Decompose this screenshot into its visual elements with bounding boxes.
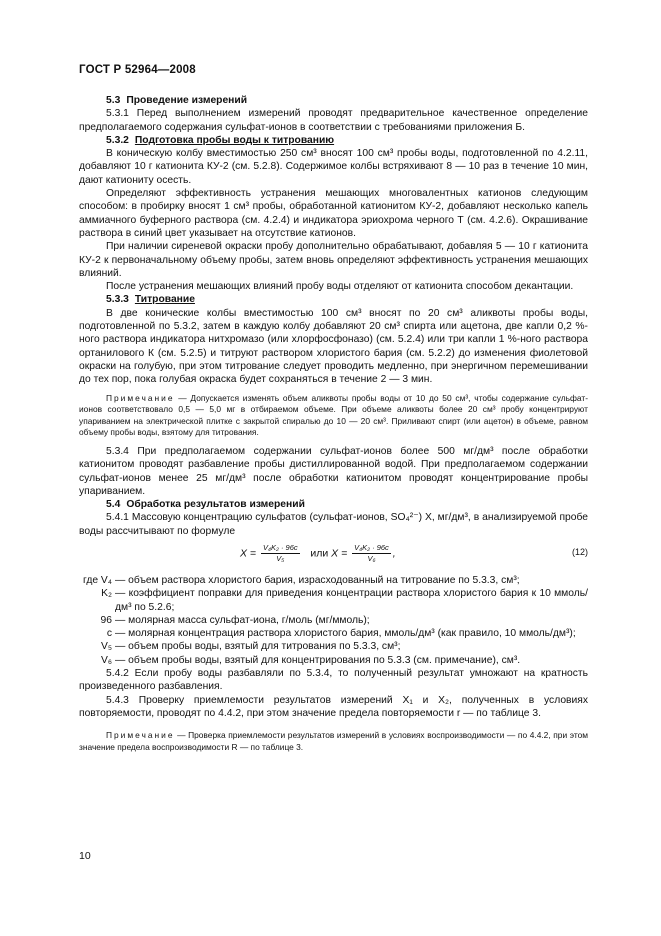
- variable-definitions: [79, 574, 588, 667]
- subsection-heading-5-3-3: 5.3.3 Титрование: [106, 294, 195, 306]
- definition-row: c — молярная концентрация раствора хлористого бария, ммоль/дм³ (как правило, 10 ммоль/дм³);: [106, 628, 576, 640]
- definition-row: где V₄ — объем раствора хлористого бария, израсходованный на титрование по 5.3.3, см³;: [83, 574, 520, 586]
- paragraph-titration: В две конические колбы вместимостью 100 см³ вносят по 20 см³ аликвоты пробы воды, подготовленной по 5.3.2, затем в каждую колбу добавляют 20 см³ спирта или ацетона, две капли 0,2 %-ного раствора индикатора нитхромазо (или хлорфосфоназо) (см. 5.2.4) или три капли 1 %-ного раствора ортанилового К (см. 5.2.5) и титруют раствором хлористого бария (см. 5.2.2) до изменения фиолетовой окраски на голубую, при этом титрование следует проводить медленно, при энергичном перемешивании до тех пор, пока голубая окраска будет сохраняться в течение 2 — 3 мин.: [79, 307, 588, 386]
- fraction-1: $\frac{\text{V₄K₂ · 96c}}{\text{V₅}}$: [262, 542, 298, 563]
- note-reproducibility: Примечание — Проверка приемлемости результатов измерений в условиях воспроизводимости — по 4.4.2, при этом значение предела воспроизводимости R — по таблице 3.: [79, 730, 589, 752]
- paragraph-decantation: После устранения мешающих влияний пробу воды отделяют от катионита способом декантации.: [106, 281, 574, 293]
- equation-number: (12): [571, 546, 588, 557]
- note-aliquot: Примечание — Допускается изменять объем аликвоты пробы воды от 10 до 50 см³, чтобы содержание сульфат-ионов соответствовало 0,5 — 5,0 мг в отбираемом объеме. При объеме аликвоты более 20 см³ пробу концентрируют упариванием на электрической плитке с закрытой спиралью до 10 — 20 см³. Приливают спирт (или ацетон) в объеме, равном объему пробы воды, взятому для титрования.: [79, 392, 588, 438]
- fraction-2: $\frac{\text{V₄K₂ · 96c}}{\text{V₆}}$: [354, 542, 389, 563]
- formula-12: X = $\frac{\text{V₄K₂ · 96c}}{\text{V₅}}$ или X = $\frac{\text{V₄K₂ · 96c}}{\text{V₆}}$ , (12): [240, 542, 588, 563]
- definition-row: K₂ — коэффициент поправки для приведения концентрации раствора хлористого бария к 10 ммоль/дм³ по 5.2.6;: [101, 588, 588, 613]
- paragraph-5-4-1: 5.4.1 Массовую концентрацию сульфатов (сульфат-ионов, SO₄²⁻) X, мг/дм³, в анализируемой пробе воды рассчитывают по формуле: [79, 512, 588, 537]
- paragraph-efficiency: Определяют эффективность устранения мешающих многовалентных катионов следующим способом: в пробирку вносят 1 см³ пробы, обработанной катионитом КУ-2, добавляют несколько капель аммиачного буферного раствора (см. 4.2.4) и индикатора эриохрома черного Т (см. 4.2.6). Окрашивание раствора в синий цвет указывает на отсутствие катионов.: [79, 188, 588, 239]
- definition-row: V₆ — объем пробы воды, взятый для концентрирования по 5.3.3 (см. примечание), см³.: [100, 654, 521, 666]
- note-label: Примечание: [106, 730, 175, 741]
- paragraph-5-4-3: 5.4.3 Проверку приемлемости результатов измерений X₁ и X₂, полученных в условиях повторяемости, проводят по 4.4.2, при этом значение предела повторяемости r — по таблице 3.: [79, 694, 588, 719]
- paragraph-5-3-4: 5.3.4 При предполагаемом содержании сульфат-ионов более 500 мг/дм³ после обработки катионитом проводят разбавление пробы дистиллированной водой. При предполагаемом содержании сульфат-ионов менее 25 мг/дм³ после обработки катионитом проводят концентрирование пробы упариванием.: [79, 445, 588, 497]
- paragraph-lilac: При наличии сиреневой окраски пробу дополнительно обрабатывают, добавляя 5 — 10 г катионита КУ-2 к первоначальному объему пробы, затем вновь определяют эффективность устранения мешающих влияний.: [79, 241, 588, 279]
- standard-header: ГОСТ Р 52964—2008: [79, 64, 196, 76]
- definition-row: 96 — молярная масса сульфат-иона, г/моль (мг/ммоль);: [100, 614, 370, 626]
- section-heading-5-3: 5.3 Проведение измерений: [106, 95, 248, 106]
- paragraph-5-4-2: 5.4.2 Если пробу воды разбавляли по 5.3.4, то полученный результат умножают на кратность произведенного разбавления.: [79, 668, 588, 693]
- definition-row: V₅ — объем пробы воды, взятый для титрования по 5.3.3, см³;: [100, 641, 401, 653]
- note-label: Примечание: [106, 392, 175, 403]
- paragraph-5-3-1: 5.3.1 Перед выполнением измерений проводят предварительное качественное определение предполагаемого содержания сульфат-ионов в соответствии с требованиями приложения Б.: [79, 108, 588, 133]
- paragraph-sample-prep: В коническую колбу вместимостью 250 см³ вносят 100 см³ пробы воды, подготовленной по 4.2.11, добавляют 10 г катионита КУ-2 (см. 5.2.8). Содержимое колбы встряхивают 8 — 10 раз в течение 10 мин, дают катиониту осесть.: [79, 148, 588, 186]
- document-body: [79, 94, 588, 759]
- section-heading-5-4: 5.4 Обработка результатов измерений: [106, 499, 305, 511]
- subsection-heading-5-3-2: 5.3.2 Подготовка пробы воды к титрованию: [106, 134, 335, 146]
- page-number: 10: [79, 850, 91, 862]
